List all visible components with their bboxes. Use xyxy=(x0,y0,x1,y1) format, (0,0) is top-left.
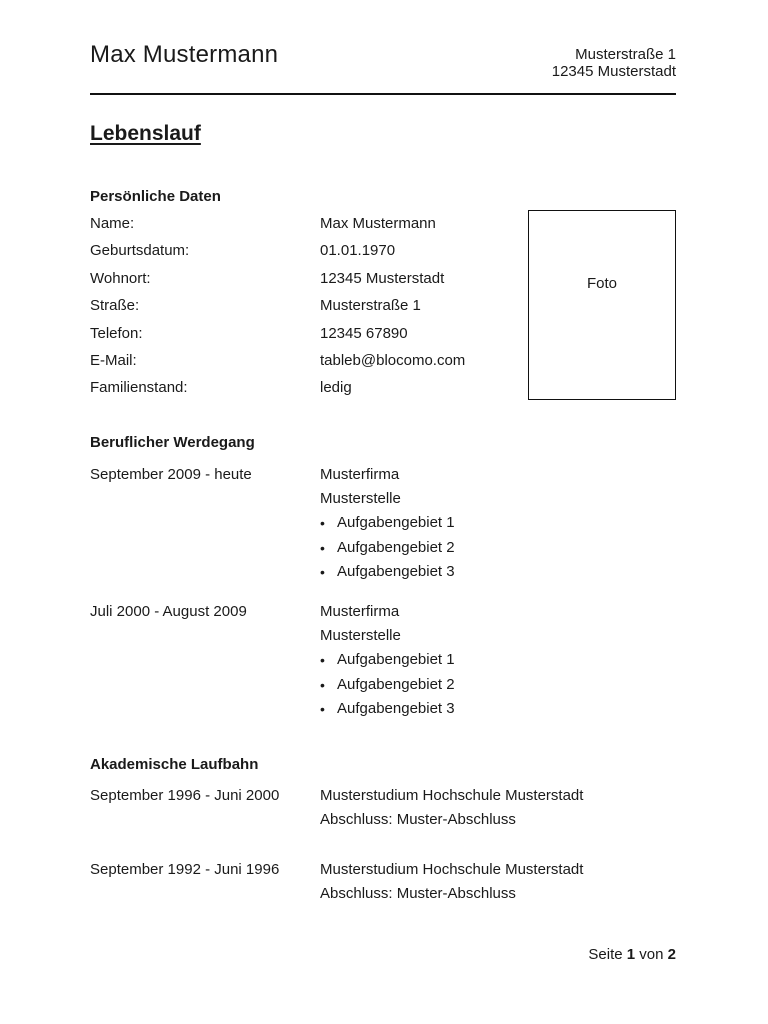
field-value: 01.01.1970 xyxy=(320,242,396,260)
career-entry-position: Musterstelle xyxy=(320,490,401,508)
education-entries xyxy=(90,784,676,905)
career-task-item xyxy=(320,673,676,697)
photo-placeholder-box xyxy=(528,210,676,400)
education-entry-body xyxy=(320,784,676,831)
footer-page-number: 1 xyxy=(626,946,636,963)
education-entry-degree: Abschluss: Muster-Abschluss xyxy=(320,884,516,902)
career-task-item xyxy=(320,648,676,672)
career-entry-period: September 2009 - heute xyxy=(90,466,252,483)
bullet-icon: • xyxy=(320,539,325,556)
field-label: Wohnort: xyxy=(90,269,151,287)
field-value: Musterstraße 1 xyxy=(320,297,421,315)
header-name: Max Mustermann xyxy=(90,41,279,68)
bullet-icon: • xyxy=(320,700,325,717)
header-address-line1: Musterstraße 1 xyxy=(575,46,676,63)
header-divider-rule xyxy=(90,93,676,95)
field-value: ledig xyxy=(320,379,352,397)
education-entry xyxy=(90,858,676,905)
career-task-item xyxy=(320,697,676,721)
career-entry-company: Musterfirma xyxy=(320,466,400,483)
photo-placeholder-label: Foto xyxy=(586,275,617,292)
field-value: Max Mustermann xyxy=(320,215,436,232)
field-label: Name: xyxy=(90,215,135,232)
bullet-icon: • xyxy=(320,676,325,693)
footer-page-total: 2 xyxy=(667,946,676,963)
career-entry-body xyxy=(320,463,676,584)
field-label: Familienstand: xyxy=(90,379,188,397)
career-entry xyxy=(90,600,676,721)
bullet-icon: • xyxy=(320,652,325,669)
section-education xyxy=(90,757,676,905)
career-entry-company: Musterfirma xyxy=(320,603,400,621)
career-task-text: Aufgabengebiet 2 xyxy=(337,675,455,693)
career-entry-position: Musterstelle xyxy=(320,627,401,645)
career-entries xyxy=(90,463,676,721)
field-label: Straße: xyxy=(90,297,140,315)
education-entry-degree: Abschluss: Muster-Abschluss xyxy=(320,810,516,828)
field-label: E-Mail: xyxy=(90,352,137,370)
field-value: 12345 67890 xyxy=(320,324,408,342)
field-value: 12345 Musterstadt xyxy=(320,269,445,287)
bullet-icon: • xyxy=(320,563,325,580)
personal-data-heading: Persönliche Daten xyxy=(90,188,221,205)
education-entry-study: Musterstudium Hochschule Musterstadt xyxy=(320,861,584,878)
career-task-text: Aufgabengebiet 1 xyxy=(337,514,455,532)
bullet-icon: • xyxy=(320,515,325,532)
field-value: tableb@blocomo.com xyxy=(320,352,466,370)
education-entry xyxy=(90,784,676,831)
career-task-item xyxy=(320,511,676,535)
field-label: Telefon: xyxy=(90,324,143,342)
header-address-line2: 12345 Musterstadt xyxy=(551,63,676,80)
career-entry-period: Juli 2000 - August 2009 xyxy=(90,603,247,621)
career-task-text: Aufgabengebiet 2 xyxy=(337,538,455,556)
career-task-text: Aufgabengebiet 3 xyxy=(337,699,455,717)
career-entry-body xyxy=(320,600,676,721)
footer-page-prefix: Seite xyxy=(588,946,623,963)
page-footer xyxy=(588,946,676,963)
education-entry-study: Musterstudium Hochschule Musterstadt xyxy=(320,787,584,804)
education-entry-body xyxy=(320,858,676,905)
career-task-item xyxy=(320,536,676,560)
education-heading: Akademische Laufbahn xyxy=(90,756,259,773)
career-task-item xyxy=(320,560,676,584)
education-entry-period: September 1996 - Juni 2000 xyxy=(90,787,280,804)
education-entry-period: September 1992 - Juni 1996 xyxy=(90,861,280,878)
career-entry xyxy=(90,463,676,584)
career-heading: Beruflicher Werdegang xyxy=(90,434,255,451)
footer-page-middle: von xyxy=(639,946,664,963)
career-task-text: Aufgabengebiet 1 xyxy=(337,651,455,669)
header-address xyxy=(552,46,676,80)
section-career xyxy=(90,435,676,721)
career-task-text: Aufgabengebiet 3 xyxy=(337,562,455,580)
field-label: Geburtsdatum: xyxy=(90,242,190,260)
document-title: Lebenslauf xyxy=(90,122,201,145)
